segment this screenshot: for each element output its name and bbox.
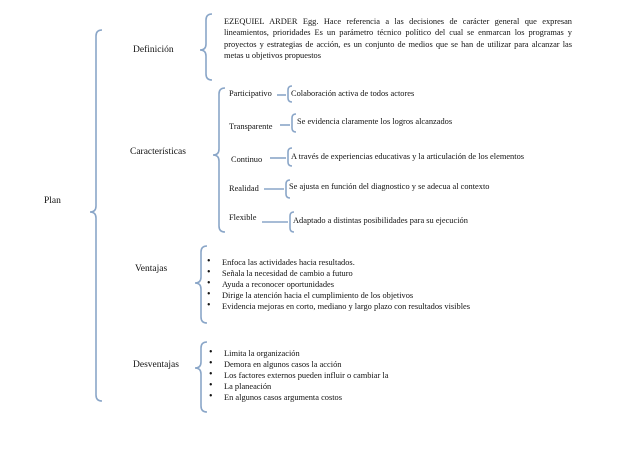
ventajas-bracket xyxy=(195,246,207,323)
list-item: • En algunos casos argumenta costos xyxy=(209,392,388,403)
list-item: • Los factores externos pueden influir o cambiar la xyxy=(209,370,388,381)
list-item: • Evidencia mejoras en corto, mediano y largo plazo con resultados visibles xyxy=(207,301,470,312)
definicion-label: Definición xyxy=(133,45,174,55)
term-continuo: Continuo xyxy=(231,155,263,164)
definicion-bracket xyxy=(200,14,212,80)
desc-realidad: Se ajusta en función del diagnostico y se adecua al contexto xyxy=(289,182,490,191)
list-item: • Enfoca las actividades hacia resultados. xyxy=(207,257,470,268)
transparente-bracket xyxy=(292,114,296,132)
desventajas-list xyxy=(209,348,388,403)
desventajas-label: Desventajas xyxy=(133,360,179,370)
caracteristicas-label: Características xyxy=(130,147,186,157)
desc-participativo: Colaboración activa de todos actores xyxy=(291,89,415,98)
definicion-text: EZEQUIEL ARDER Egg. Hace referencia a las decisiones de carácter general que expresan lineamientos, prioridades Es un parámetro técnico político del cual se enmarcan los programas y proyectos y estrategias de acción, es un conjunto de medios que se han de utilizar para alcanzar las metas u objetivos propuestos xyxy=(224,17,572,60)
term-transparente: Transparente xyxy=(229,122,273,131)
list-item: • Dirige la atención hacia el cumplimiento de los objetivos xyxy=(207,290,470,301)
desventajas-bracket xyxy=(195,342,207,412)
term-participativo: Participativo xyxy=(229,89,272,98)
term-realidad: Realidad xyxy=(229,184,259,193)
desc-transparente: Se evidencia claramente los logros alcanzados xyxy=(297,117,453,126)
list-item: • La planeación xyxy=(209,381,388,392)
list-item: • Demora en algunos casos la acción xyxy=(209,359,388,370)
plan-bracket xyxy=(90,30,102,401)
plan-label: Plan xyxy=(44,196,61,206)
list-item: • Limita la organización xyxy=(209,348,388,359)
ventajas-label: Ventajas xyxy=(135,264,168,274)
list-item: • Ayuda a reconocer oportunidades xyxy=(207,279,470,290)
list-item: • Señala la necesidad de cambio a futuro xyxy=(207,268,470,279)
caracteristicas-bracket xyxy=(213,88,225,232)
term-flexible: Flexible xyxy=(229,213,257,222)
desc-flexible: Adaptado a distintas posibilidades para su ejecución xyxy=(293,216,468,225)
desc-continuo: A través de experiencias educativas y la articulación de los elementos xyxy=(291,152,525,161)
ventajas-list xyxy=(207,257,470,312)
